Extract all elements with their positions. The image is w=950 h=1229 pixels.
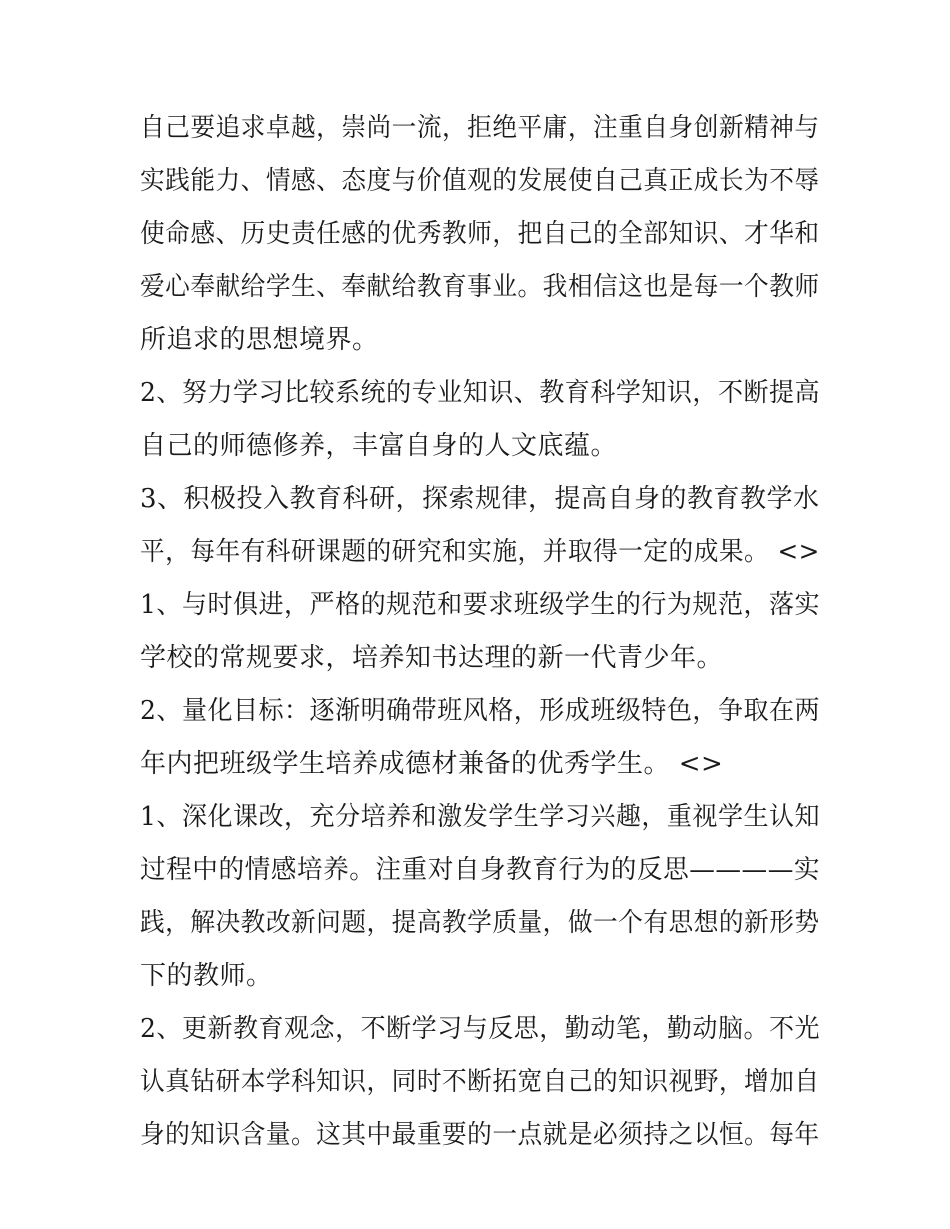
text-line: 认真钻研本学科知识，同时不断拓宽自己的知识视野，增加自 [140, 1067, 820, 1097]
text-line: 所追求的思想境界。 [140, 325, 379, 355]
text-line: 下的教师。 [140, 961, 273, 991]
text-line: 平，每年有科研课题的研究和实施，并取得一定的成果。 <> [140, 537, 820, 567]
text-line: 使命感、历史责任感的优秀教师，把自己的全部知识、才华和 [140, 219, 820, 249]
text-line: 年内把班级学生培养成德材兼备的优秀学生。 <> [140, 749, 724, 779]
text-line: 践，解决教改新问题，提高教学质量，做一个有思想的新形势 [140, 908, 820, 938]
text-line: 自己要追求卓越，崇尚一流，拒绝平庸，注重自身创新精神与 [140, 113, 820, 143]
text-line: 爱心奉献给学生、奉献给教育事业。我相信这也是每一个教师 [140, 272, 820, 302]
text-line: 2、量化目标：逐渐明确带班风格，形成班级特色，争取在两 [140, 696, 821, 726]
text-line: 1、深化课改，充分培养和激发学生学习兴趣，重视学生认知 [140, 802, 821, 832]
text-line: 自己的师德修养，丰富自身的人文底蕴。 [140, 431, 618, 461]
text-line: 学校的常规要求，培养知书达理的新一代青少年。 [140, 643, 724, 673]
text-line: 1、与时俱进，严格的规范和要求班级学生的行为规范，落实 [140, 590, 821, 620]
text-line: 实践能力、情感、态度与价值观的发展使自己真正成长为不辱 [140, 166, 820, 196]
text-line: 3、积极投入教育科研，探索规律，提高自身的教育教学水 [140, 484, 820, 514]
text-line: 过程中的情感培养。注重对自身教育行为的反思————实 [140, 855, 821, 885]
text-line: 2、努力学习比较系统的专业知识、教育科学知识，不断提高 [140, 378, 821, 408]
text-line: 2、更新教育观念，不断学习与反思，勤动笔，勤动脑。不光 [140, 1014, 821, 1044]
text-line: 身的知识含量。这其中最重要的一点就是必须持之以恒。每年 [140, 1120, 820, 1150]
